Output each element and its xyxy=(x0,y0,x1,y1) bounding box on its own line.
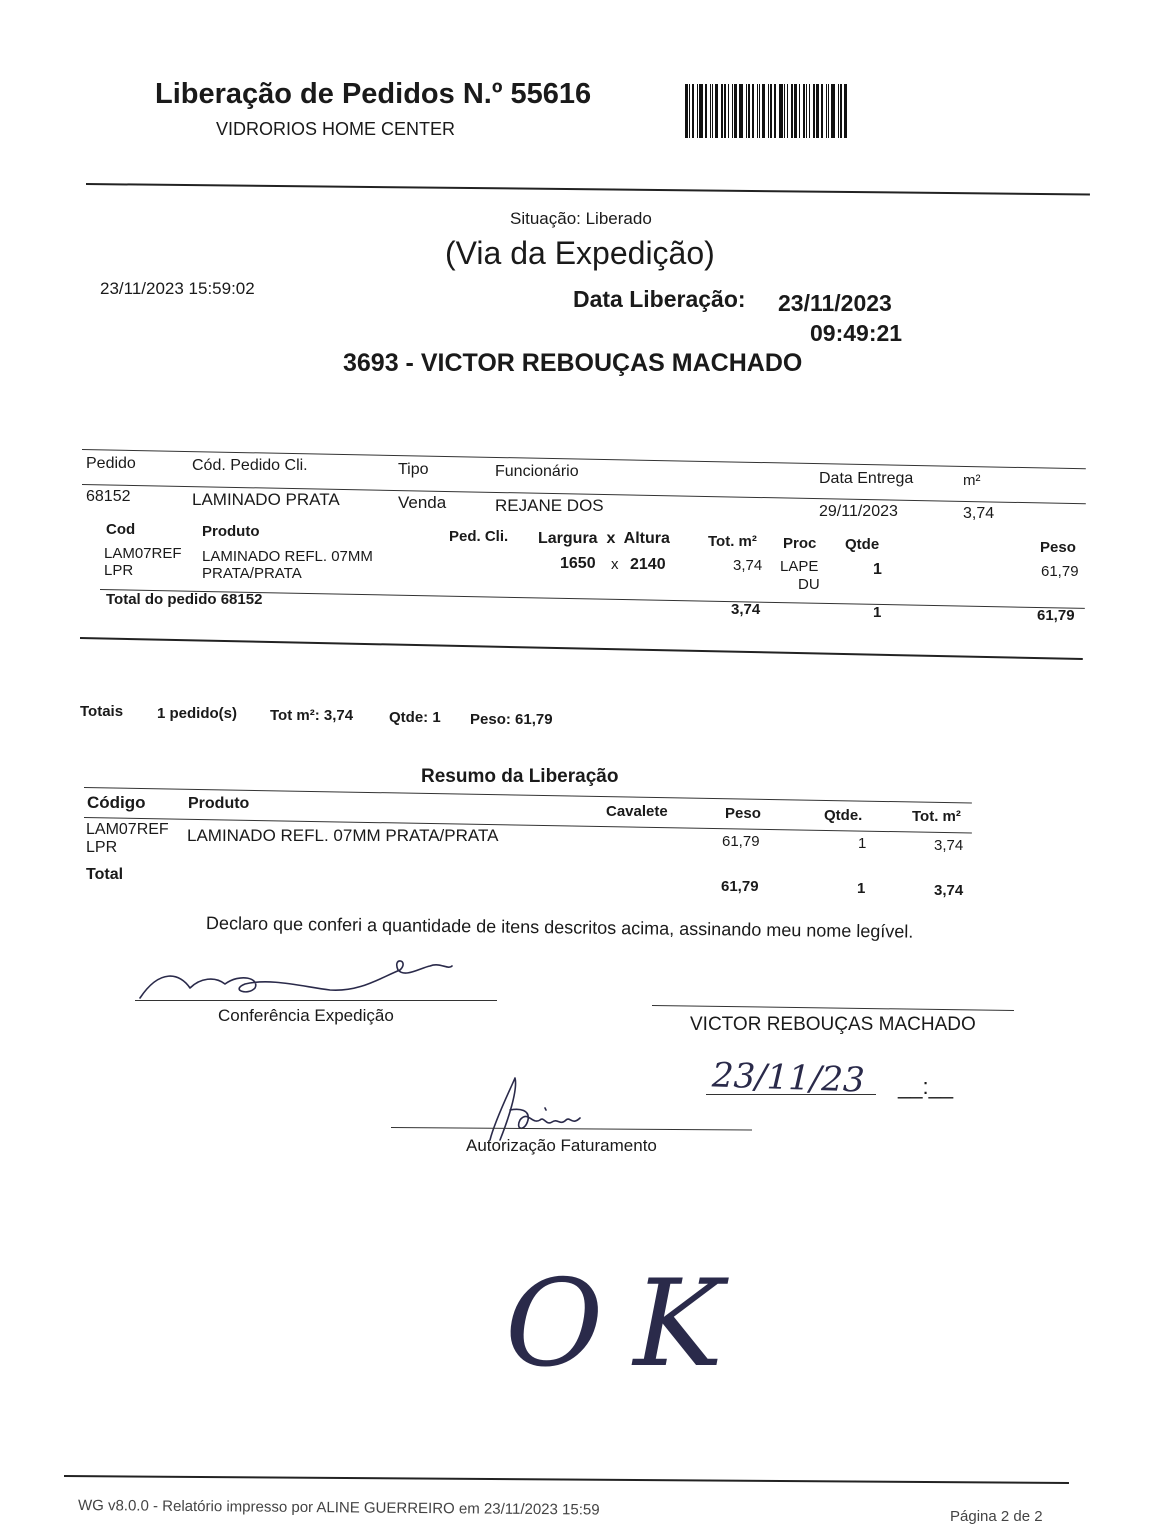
barcode-bar xyxy=(838,84,839,138)
barcode-bar xyxy=(768,84,769,138)
barcode-bar xyxy=(699,84,703,138)
company-name: VIDRORIOS HOME CENTER xyxy=(216,119,456,139)
resumo-peso: 61,79 xyxy=(722,833,760,850)
item-header-tot-m2: Tot. m² xyxy=(708,533,757,550)
resumo-total-peso: 61,79 xyxy=(721,878,759,895)
barcode-bar xyxy=(710,84,711,138)
totais-pedidos: 1 pedido(s) xyxy=(157,705,238,722)
barcode-bar xyxy=(813,84,815,138)
totais-tot-m2: Tot m²: 3,74 xyxy=(270,707,354,724)
item-largura: 1650 xyxy=(560,555,596,572)
barcode-bar xyxy=(809,84,810,138)
barcode-bar xyxy=(732,84,733,138)
order-cod-pedido-cli: LAMINADO PRATA xyxy=(192,490,340,509)
order-tipo: Venda xyxy=(398,493,447,512)
order-total-label: Total do pedido 68152 xyxy=(106,591,263,608)
header-data-entrega: Data Entrega xyxy=(819,470,914,487)
order-total-qtde: 1 xyxy=(873,604,882,621)
barcode-bar xyxy=(697,84,698,138)
header-divider xyxy=(86,183,1090,196)
barcode-bar xyxy=(770,84,772,138)
cliente-signature-name: VICTOR REBOUÇAS MACHADO xyxy=(690,1014,976,1035)
item-header-qtde: Qtde xyxy=(845,536,880,553)
resumo-title: Resumo da Liberação xyxy=(421,766,619,787)
resumo-codigo-line2: LPR xyxy=(86,839,118,856)
barcode-bar xyxy=(715,84,718,138)
totais-qtde: Qtde: 1 xyxy=(389,709,441,726)
barcode-bar xyxy=(806,84,807,138)
item-proc-line2: DU xyxy=(798,576,820,593)
data-liberacao-label: Data Liberação: xyxy=(573,286,746,312)
barcode-bar xyxy=(816,84,819,138)
barcode-bar xyxy=(787,84,788,138)
barcode-bar xyxy=(748,84,750,138)
item-peso: 61,79 xyxy=(1041,563,1079,580)
page-number: Página 2 de 2 xyxy=(950,1508,1043,1525)
item-proc-line1: LAPE xyxy=(780,558,819,575)
barcode-bar xyxy=(685,84,688,138)
barcode-bar xyxy=(705,84,707,138)
data-liberacao-time: 09:49:21 xyxy=(810,320,903,346)
item-header-proc: Proc xyxy=(783,535,817,552)
handwritten-date: 23/11/23 xyxy=(711,1055,866,1101)
via-label: (Via da Expedição) xyxy=(445,235,715,271)
time-blank: __:__ xyxy=(898,1074,954,1099)
header-cod-pedido-cli: Cód. Pedido Cli. xyxy=(192,457,308,474)
order-table-bottom-line xyxy=(80,637,1083,660)
barcode-bar xyxy=(794,84,797,138)
order-total-tot-m2: 3,74 xyxy=(731,601,761,618)
barcode-bar xyxy=(692,84,694,138)
barcode-bar xyxy=(752,84,754,138)
barcode-bar xyxy=(757,84,758,138)
resumo-produto: LAMINADO REFL. 07MM PRATA/PRATA xyxy=(187,826,499,845)
data-liberacao-date: 23/11/2023 xyxy=(778,290,892,316)
totais-peso: Peso: 61,79 xyxy=(470,711,553,728)
barcode-bar xyxy=(689,84,690,138)
item-cod-line2: LPR xyxy=(104,562,134,579)
item-produto-line1: LAMINADO REFL. 07MM xyxy=(202,548,373,565)
resumo-total-qtde: 1 xyxy=(857,880,866,897)
barcode-bar xyxy=(826,84,827,138)
resumo-qtde: 1 xyxy=(858,835,867,852)
barcode-bar xyxy=(721,84,723,138)
report-title: Liberação de Pedidos N.º 55616 xyxy=(155,78,592,110)
resumo-header-peso: Peso xyxy=(725,805,761,822)
barcode-bar xyxy=(828,84,829,138)
item-header-produto: Produto xyxy=(202,523,260,540)
resumo-header-produto: Produto xyxy=(188,795,250,812)
header-pedido: Pedido xyxy=(86,455,136,472)
item-tot-m2: 3,74 xyxy=(733,557,763,574)
order-funcionario: REJANE DOS xyxy=(495,496,604,515)
item-cod-line1: LAM07REF xyxy=(104,545,182,562)
barcode-bar xyxy=(774,84,776,138)
client-name: 3693 - VICTOR REBOUÇAS MACHADO xyxy=(343,349,803,377)
barcode-bar xyxy=(840,84,842,138)
status-situacao: Situação: Liberado xyxy=(510,209,652,228)
barcode-bar xyxy=(779,84,783,138)
order-m2: 3,74 xyxy=(963,505,995,522)
resumo-tot-m2: 3,74 xyxy=(934,837,964,854)
resumo-header-codigo: Código xyxy=(87,793,146,812)
barcode-bar xyxy=(791,84,793,138)
order-pedido: 68152 xyxy=(86,488,131,505)
handwritten-ok: OK xyxy=(505,1255,754,1394)
footer-printed-by: WG v8.0.0 - Relatório impresso por ALINE GUERREIRO em 23/11/2023 15:59 xyxy=(77,1497,600,1519)
barcode-bar xyxy=(759,84,760,138)
autorizacao-label: Autorização Faturamento xyxy=(466,1136,657,1155)
barcode-bar xyxy=(739,84,743,138)
resumo-total-label: Total xyxy=(86,866,124,883)
resumo-total-tot-m2: 3,74 xyxy=(934,882,964,899)
barcode-bar xyxy=(803,84,805,138)
barcode-bar xyxy=(734,84,737,138)
barcode-bar xyxy=(844,84,847,138)
item-altura: 2140 xyxy=(630,556,666,573)
item-header-peso: Peso xyxy=(1040,539,1076,556)
barcode-bar xyxy=(821,84,823,138)
cliente-signature-line xyxy=(652,1005,1014,1011)
item-header-ped-cli: Ped. Cli. xyxy=(449,528,509,545)
printed-timestamp: 23/11/2023 15:59:02 xyxy=(100,279,255,298)
footer-divider xyxy=(64,1475,1069,1484)
item-header-cod: Cod xyxy=(106,521,136,538)
resumo-codigo-line1: LAM07REF xyxy=(86,821,169,838)
order-total-peso: 61,79 xyxy=(1037,607,1075,624)
header-m2: m² xyxy=(963,472,981,489)
barcode-bar xyxy=(712,84,713,138)
barcode-bar xyxy=(724,84,726,138)
barcode-bar xyxy=(728,84,729,138)
barcode-bar xyxy=(746,84,747,138)
barcode-bar xyxy=(762,84,765,138)
item-produto-line2: PRATA/PRATA xyxy=(202,565,302,582)
conferencia-line xyxy=(135,1000,497,1001)
handwritten-date-underline xyxy=(706,1094,876,1095)
barcode-bar xyxy=(799,84,800,138)
resumo-header-cavalete: Cavalete xyxy=(606,803,668,820)
barcode-bar xyxy=(831,84,835,138)
declaration-text: Declaro que conferi a quantidade de itens descritos acima, assinando meu nome legível. xyxy=(205,913,914,942)
barcode-graphic xyxy=(685,84,863,138)
item-header-largura-altura: Largura x Altura xyxy=(538,530,670,547)
resumo-header-tot-m2: Tot. m² xyxy=(912,808,961,825)
resumo-header-qtde: Qtde. xyxy=(824,807,863,824)
order-data-entrega: 29/11/2023 xyxy=(819,503,898,520)
conferencia-label: Conferência Expedição xyxy=(218,1006,394,1025)
barcode-bar xyxy=(784,84,785,138)
header-funcionario: Funcionário xyxy=(495,463,579,480)
item-qtde: 1 xyxy=(873,561,882,578)
conferencia-signature xyxy=(130,948,470,1008)
totais-label: Totais xyxy=(80,703,124,720)
header-tipo: Tipo xyxy=(398,461,429,478)
item-x: x xyxy=(611,556,619,573)
